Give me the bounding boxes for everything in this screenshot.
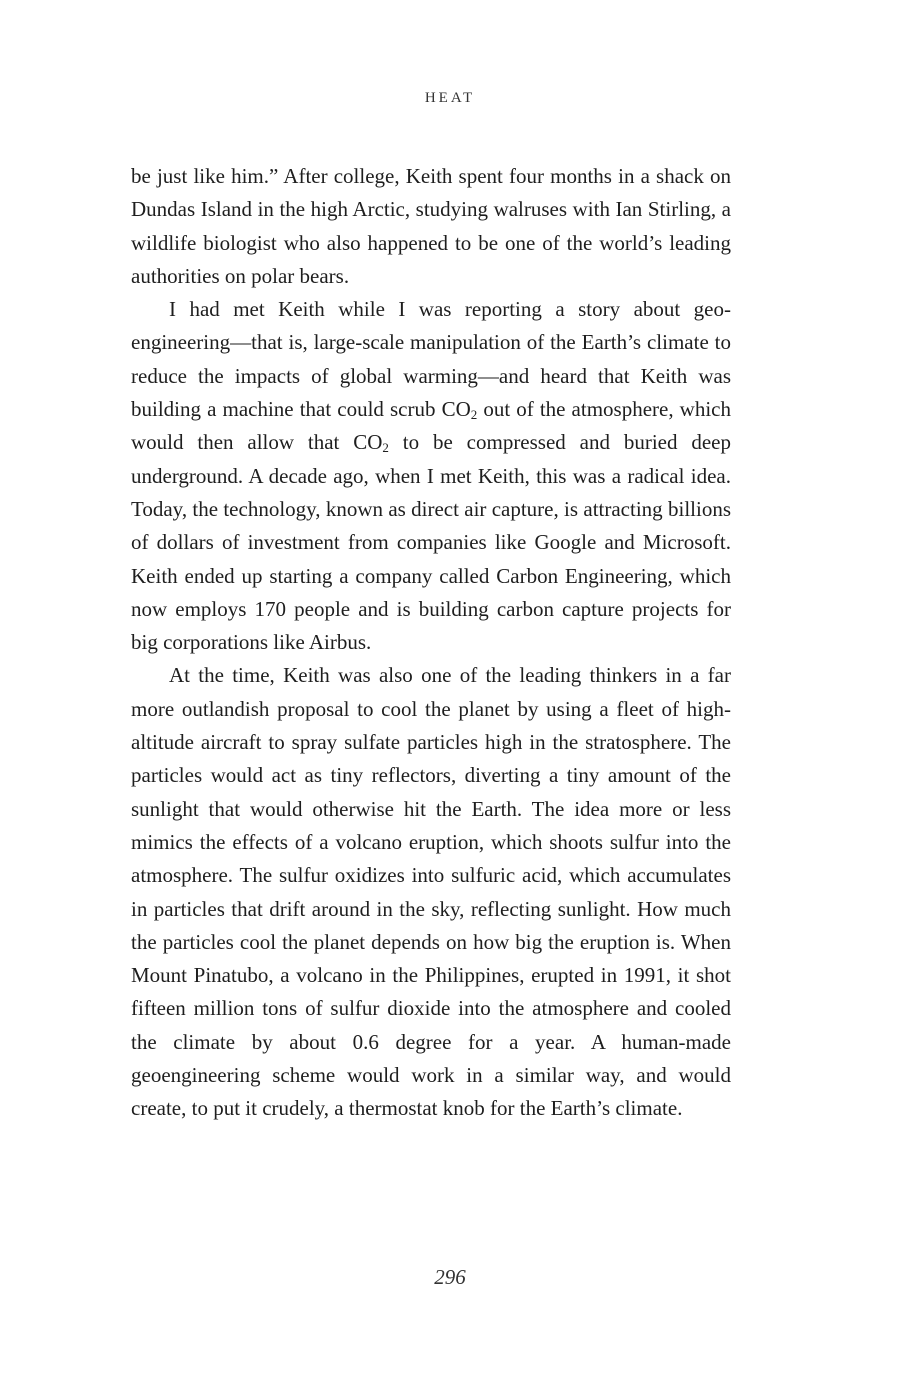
subscript: 2 [382, 440, 389, 456]
text-run: At the time, Keith was also one of the leading thinkers in a far more outlandish proposal to cool the planet by using a fleet of high-altitude aircraft to spray sulfate particles high in the stratosphere. The particles would act as tiny reflectors, diverting a tiny amount of the sunlight that would otherwise hit the Earth. The idea more or less mimics the effects of a volcano eruption, which shoots sulfur into the atmosphere. The sulfur oxidizes into sulfuric acid, which accumulates in particles that drift around in the sky, reflecting sunlight. How much the particles cool the planet depends on how big the eruption is. When Mount Pinatubo, a volcano in the Philippines, erupted in 1991, it shot fifteen million tons of sulfur dioxide into the atmosphere and cooled the climate by about 0.6 degree for a year. A human-made geoengineering scheme would work in a similar way, and would create, to put it crudely, a thermostat knob for the Earth’s climate. [131, 663, 731, 1121]
text-run: out of the atmosphere, which would then allow that CO [131, 397, 731, 455]
text-run: I had met Keith while I was reporting a story about geoengineering—that is, large-scale manipulation of the Earth’s climate to reduce the impacts of global warming—and heard that Keith was building a machine that could scrub CO [131, 297, 731, 422]
body-text [131, 160, 731, 1126]
text-run: be just like him.” After college, Keith spent four months in a shack on Dundas Island in the high Arctic, studying walruses with Ian Stirling, a wildlife biologist who also happened to be one of the world’s leading authorities on polar bears. [131, 164, 731, 288]
paragraph-2 [131, 293, 731, 659]
paragraph-3 [131, 659, 731, 1125]
running-head: HEAT [424, 90, 476, 106]
text-run: to be compressed and buried deep underground. A decade ago, when I met Keith, this was a radical idea. Today, the technology, known as direct air capture, is attracting billions of dollars of investment from companies like Google and Microsoft. Keith ended up starting a company called Carbon Engineering, which now employs 170 people and is building carbon capture projects for big corporations like Airbus. [131, 430, 731, 655]
paragraph-1 [131, 160, 731, 293]
subscript: 2 [470, 407, 478, 423]
page-number: 296 [434, 1265, 466, 1289]
